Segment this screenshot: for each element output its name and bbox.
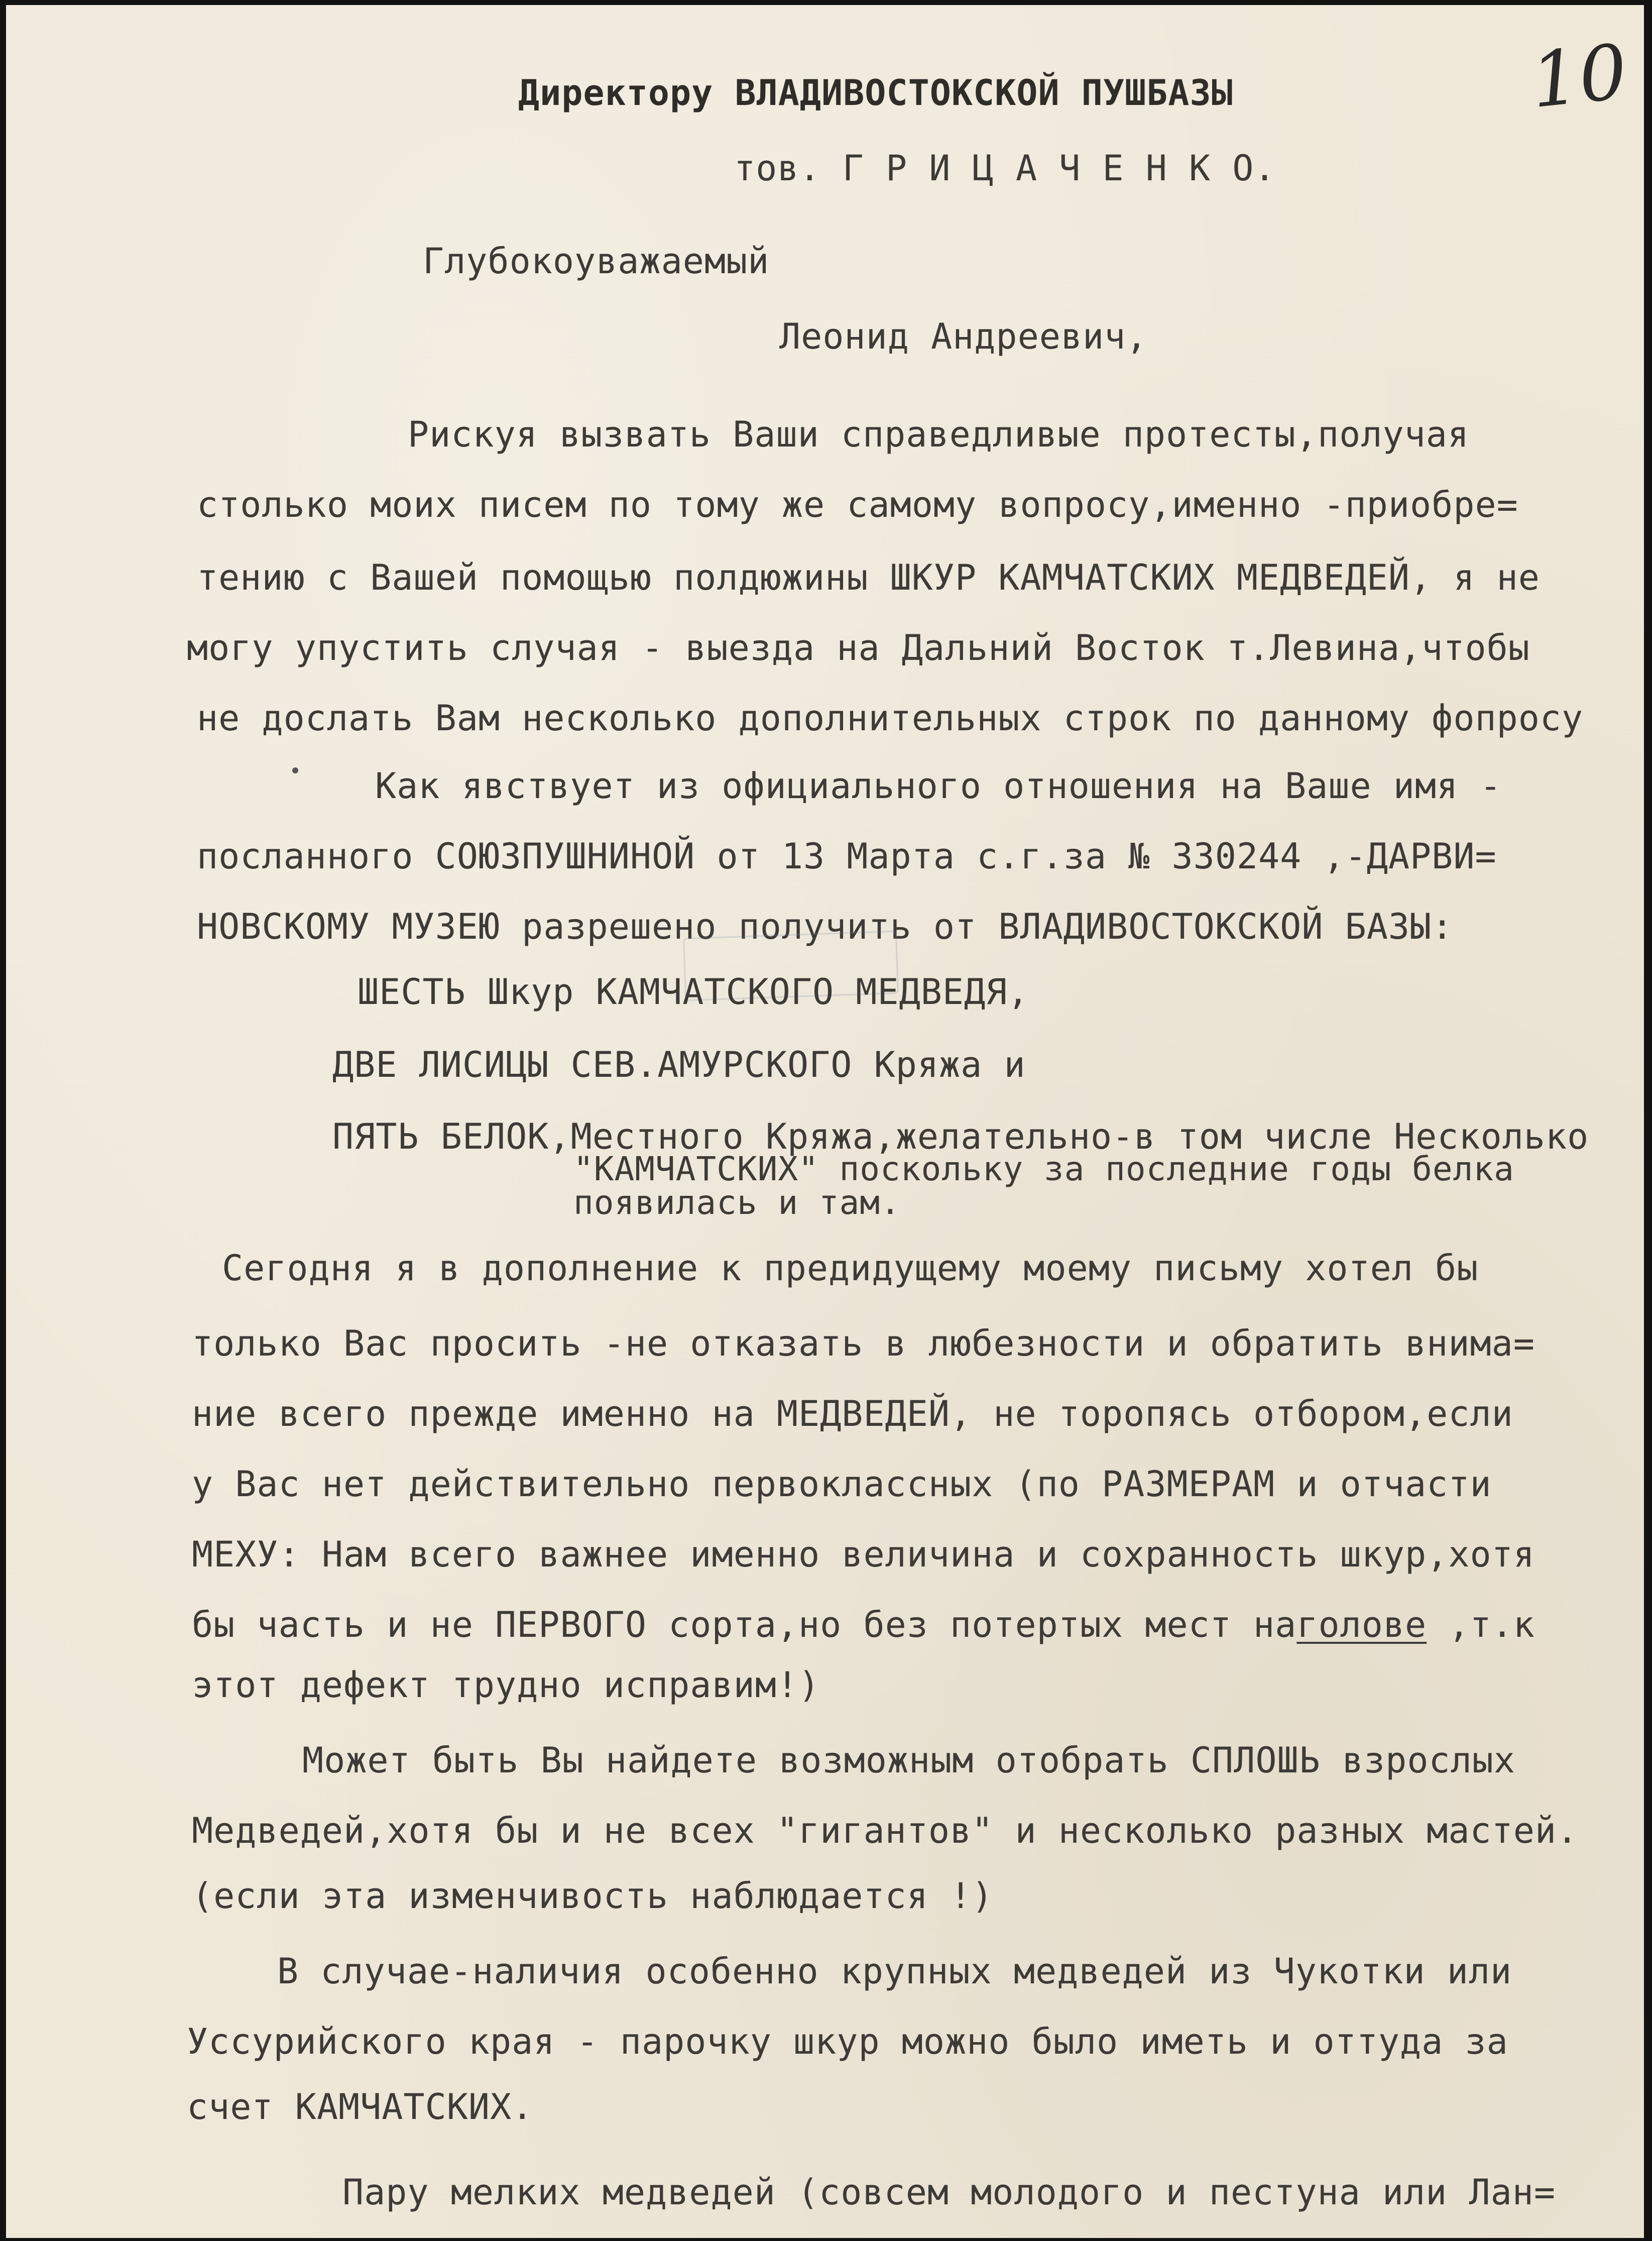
body-line-5: не дослать Вам несколько дополнительных строк по данному фопросу	[197, 698, 1584, 739]
body-line-2: столько моих писем по тому же самому вопросу,именно -приобре=	[197, 484, 1518, 525]
item-foxes: ДВЕ ЛИСИЦЫ СЕВ.АМУРСКОГО Кряжа и	[332, 1044, 1026, 1085]
body2-line-6-end: ,т.к	[1427, 1604, 1535, 1645]
item-squirrels-cont-2: появилась и там.	[573, 1183, 901, 1222]
body2-line-2: только Вас просить -не отказать в любезности и обратить внима=	[192, 1323, 1535, 1364]
body3-line-3: (если эта изменчивость наблюдается !)	[192, 1875, 994, 1917]
body2-line-6	[192, 1604, 1535, 1645]
item-bear-skins: ШЕСТЬ Шкур КАМЧАТСКОГО МЕДВЕДЯ,	[358, 971, 1029, 1013]
header-addressee: Директору ВЛАДИВОСТОКСКОЙ ПУШБАЗЫ	[518, 72, 1233, 114]
body2-line-4: у Вас нет действительно первоклассных (по РАЗМЕРАМ и отчасти	[192, 1464, 1492, 1505]
body-line-6: Как явствует из официального отношения на Ваше имя -	[375, 765, 1502, 807]
body-line-7: посланного СОЮЗПУШНИНОЙ от 13 Марта с.г.за № 330244 ,-ДАРВИ=	[197, 836, 1497, 877]
underlined-word: голове	[1296, 1604, 1427, 1645]
body2-line-1: Сегодня я в дополнение к предидущему моему письму хотел бы	[222, 1248, 1479, 1289]
body3-line-2: Медведей,хотя бы и не всех "гигантов" и несколько разных мастей.	[192, 1810, 1579, 1851]
document-page	[6, 5, 1644, 2238]
body4-line-3: счет КАМЧАТСКИХ.	[187, 2086, 534, 2127]
ink-dot	[292, 767, 298, 773]
body4-line-1: В случае-наличия особенно крупных медведей из Чукотки или	[277, 1951, 1512, 1992]
salutation-line-2: Леонид Андреевич,	[779, 316, 1148, 357]
body5-line-1: Пару мелких медведей (совсем молодого и пестуна или Лан=	[342, 2172, 1556, 2213]
body4-line-2: Уссурийского края - парочку шкур можно было иметь и оттуда за	[187, 2021, 1508, 2062]
item-squirrels: ПЯТЬ БЕЛОК,Местного Кряжа,желательно-в том числе Несколько	[332, 1116, 1589, 1157]
body-line-4: могу упустить случая - выезда на Дальний Восток т.Левина,чтобы	[187, 627, 1530, 668]
body-line-1: Рискуя вызвать Ваши справедливые протесты,получая	[408, 414, 1470, 455]
body2-line-3: ние всего прежде именно на МЕДВЕДЕЙ, не торопясь отбором,если	[192, 1393, 1513, 1434]
body3-line-1: Может быть Вы найдете возможным отобрать СПЛОШЬ взрослых	[302, 1740, 1516, 1781]
header-name: тов. Г Р И Ц А Ч Е Н К О.	[734, 148, 1276, 189]
page-number: 10	[1526, 28, 1631, 126]
item-squirrels-cont-1: "КАМЧАТСКИХ" поскольку за последние годы белка	[573, 1150, 1514, 1188]
body-line-8: НОВСКОМУ МУЗЕЮ разрешено получить от ВЛАДИВОСТОКСКОЙ БАЗЫ:	[197, 906, 1454, 947]
body2-line-6-text: бы часть и не ПЕРВОГО сорта,но без потертых мест на	[192, 1604, 1297, 1645]
body2-line-7: этот дефект трудно исправим!)	[192, 1664, 820, 1706]
body2-line-5: МЕХУ: Нам всего важнее именно величина и сохранность шкур,хотя	[192, 1534, 1535, 1575]
salutation-line-1: Глубокоуважаемый	[423, 241, 770, 282]
body-line-3: тению с Вашей помощью полдюжины ШКУР КАМЧАТСКИХ МЕДВЕДЕЙ, я не	[197, 557, 1540, 598]
